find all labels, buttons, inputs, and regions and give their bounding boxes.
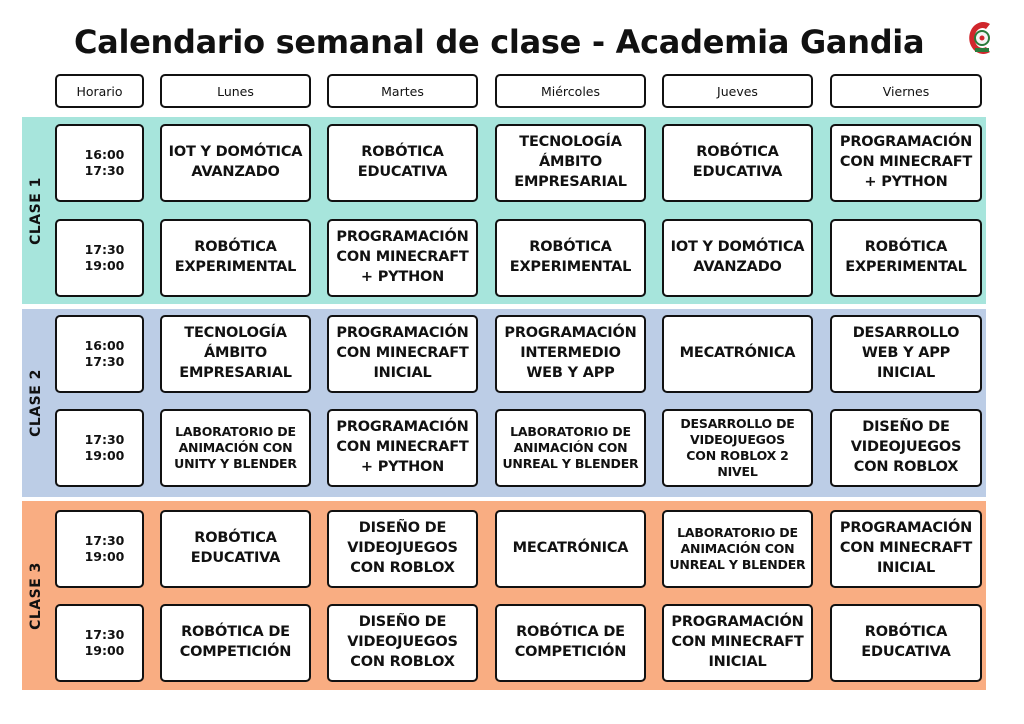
course-name: DESARROLLO WEB Y APP INICIAL xyxy=(852,325,960,381)
course-cell xyxy=(495,124,646,202)
time-slot xyxy=(55,219,144,297)
course-name: DISEÑO DE VIDEOJUEGOS CON ROBLOX xyxy=(347,520,458,576)
course-cell xyxy=(160,510,311,588)
time-slot-text: 16:00 17:30 xyxy=(84,147,125,178)
course-name: PROGRAMACIÓN CON MINECRAFT + PYTHON xyxy=(336,229,469,285)
course-cell xyxy=(662,315,813,393)
time-slot-text: 17:30 19:00 xyxy=(84,432,125,463)
time-slot xyxy=(55,604,144,682)
course-cell xyxy=(662,409,813,487)
course-cell xyxy=(160,604,311,682)
course-name: ROBÓTICA EDUCATIVA xyxy=(861,624,951,660)
course-name: ROBÓTICA EXPERIMENTAL xyxy=(174,239,297,275)
course-cell xyxy=(662,219,813,297)
header-day-2: Martes xyxy=(327,74,478,108)
course-cell xyxy=(662,510,813,588)
course-cell xyxy=(830,409,982,487)
course-name: LABORATORIO DE ANIMACIÓN CON UNITY Y BLENDER xyxy=(174,423,297,472)
course-name: ROBÓTICA EDUCATIVA xyxy=(190,530,281,566)
course-cell xyxy=(830,510,982,588)
course-cell xyxy=(830,604,982,682)
course-name: DISEÑO DE VIDEOJUEGOS CON ROBLOX xyxy=(347,614,458,670)
class-label-text: CLASE 1 xyxy=(28,176,45,245)
time-slot xyxy=(55,124,144,202)
class-label-text: CLASE 3 xyxy=(28,561,45,630)
course-cell xyxy=(495,510,646,588)
course-name: MECATRÓNICA xyxy=(679,345,796,362)
course-name: ROBÓTICA EDUCATIVA xyxy=(357,144,448,180)
header-day-3: Miércoles xyxy=(495,74,646,108)
course-cell xyxy=(327,604,478,682)
course-name: ROBÓTICA EDUCATIVA xyxy=(692,144,783,180)
time-slot xyxy=(55,510,144,588)
course-cell xyxy=(662,124,813,202)
course-cell xyxy=(830,315,982,393)
course-name: PROGRAMACIÓN CON MINECRAFT + PYTHON xyxy=(336,419,469,475)
course-cell xyxy=(495,409,646,487)
course-name: LABORATORIO DE ANIMACIÓN CON UNREAL Y BLENDER xyxy=(669,524,806,573)
course-cell xyxy=(830,219,982,297)
course-cell xyxy=(160,315,311,393)
time-slot xyxy=(55,409,144,487)
course-cell xyxy=(160,124,311,202)
course-cell xyxy=(327,315,478,393)
header-horario: Horario xyxy=(55,74,144,108)
course-cell xyxy=(495,219,646,297)
time-slot xyxy=(55,315,144,393)
academy-logo-icon xyxy=(962,14,996,60)
course-name: TECNOLOGÍA ÁMBITO EMPRESARIAL xyxy=(179,325,292,381)
course-name: ROBÓTICA DE COMPETICIÓN xyxy=(179,624,292,660)
header-day-4: Jueves xyxy=(662,74,813,108)
class-label xyxy=(22,117,50,304)
course-cell xyxy=(160,409,311,487)
time-slot-text: 17:30 19:00 xyxy=(84,533,125,564)
course-name: ROBÓTICA EXPERIMENTAL xyxy=(845,239,967,275)
course-cell xyxy=(327,219,478,297)
course-cell xyxy=(495,604,646,682)
course-cell xyxy=(160,219,311,297)
course-name: PROGRAMACIÓN CON MINECRAFT INICIAL xyxy=(839,520,973,576)
course-name: DESARROLLO DE VIDEOJUEGOS CON ROBLOX 2 NIVEL xyxy=(680,415,795,480)
course-name: PROGRAMACIÓN CON MINECRAFT INICIAL xyxy=(336,325,469,381)
course-name: LABORATORIO DE ANIMACIÓN CON UNREAL Y BLENDER xyxy=(502,423,639,472)
course-name: TECNOLOGÍA ÁMBITO EMPRESARIAL xyxy=(514,134,627,190)
class-label xyxy=(22,309,50,497)
class-label-text: CLASE 2 xyxy=(28,369,45,437)
course-cell xyxy=(662,604,813,682)
course-name: IOT Y DOMÓTICA AVANZADO xyxy=(670,239,805,275)
course-name: PROGRAMACIÓN CON MINECRAFT INICIAL xyxy=(671,614,804,670)
header-day-1: Lunes xyxy=(160,74,311,108)
course-name: ROBÓTICA DE COMPETICIÓN xyxy=(514,624,627,660)
time-slot-text: 17:30 19:00 xyxy=(84,627,125,658)
class-label xyxy=(22,501,50,690)
course-name: ROBÓTICA EXPERIMENTAL xyxy=(509,239,632,275)
course-name: PROGRAMACIÓN INTERMEDIO WEB Y APP xyxy=(504,325,637,381)
header-day-5: Viernes xyxy=(830,74,982,108)
course-cell xyxy=(495,315,646,393)
time-slot-text: 17:30 19:00 xyxy=(84,242,125,273)
course-name: IOT Y DOMÓTICA AVANZADO xyxy=(168,144,303,180)
course-cell xyxy=(830,124,982,202)
course-name: PROGRAMACIÓN CON MINECRAFT + PYTHON xyxy=(839,134,973,190)
time-slot-text: 16:00 17:30 xyxy=(84,338,125,369)
course-name: MECATRÓNICA xyxy=(512,540,629,557)
course-cell xyxy=(327,124,478,202)
page-title: Calendario semanal de clase - Academia Gandia xyxy=(74,23,925,61)
course-cell xyxy=(327,409,478,487)
course-name: DISEÑO DE VIDEOJUEGOS CON ROBLOX xyxy=(850,419,962,475)
course-cell xyxy=(327,510,478,588)
